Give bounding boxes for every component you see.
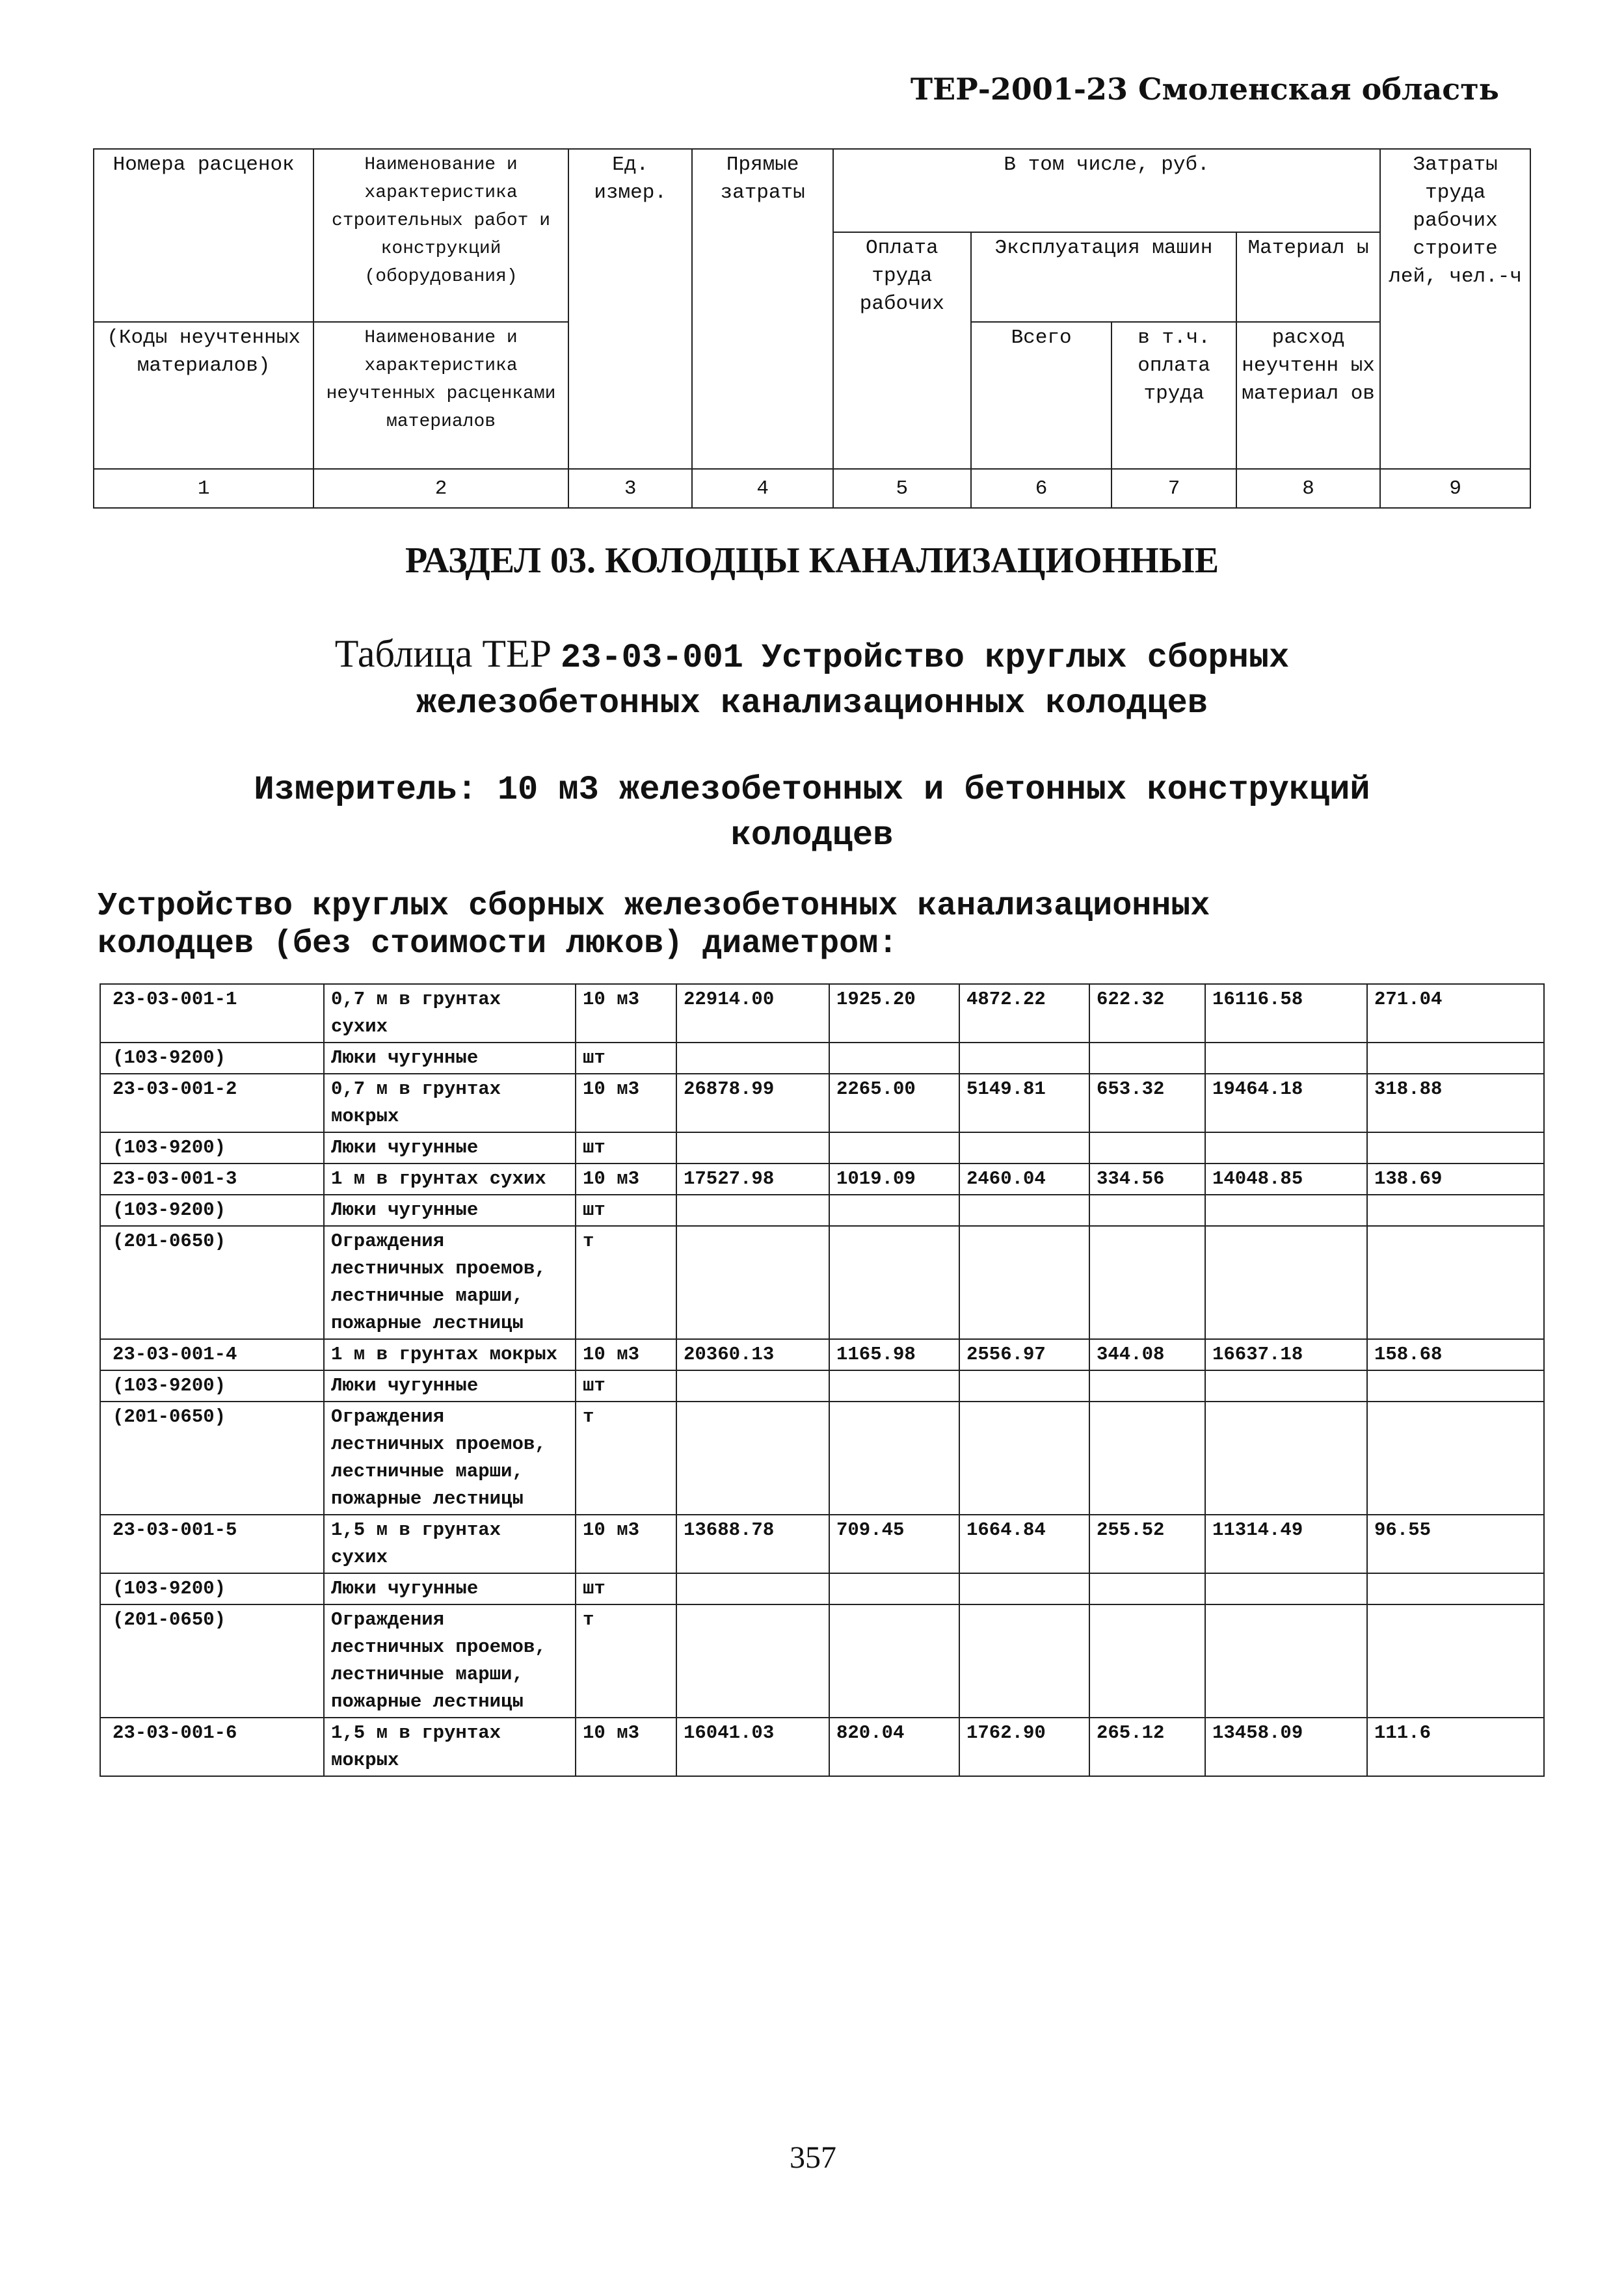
materials-cost-cell (1205, 1604, 1367, 1718)
running-header: ТЕР-2001-23 Смоленская область (910, 72, 1499, 107)
table-row (100, 1604, 1544, 1718)
machines-total-cell: 1664.84 (959, 1515, 1089, 1573)
machines-labor-pay-cell (1089, 1226, 1205, 1339)
machines-labor-pay-cell (1089, 1370, 1205, 1402)
rate-code-cell: (103-9200) (100, 1573, 324, 1604)
labor-hours-cell: 138.69 (1367, 1164, 1544, 1195)
table-row (100, 1515, 1544, 1573)
header-unaccounted-codes: (Коды неучтенных материалов) (94, 322, 313, 469)
machines-total-cell (959, 1402, 1089, 1515)
machines-labor-pay-cell: 344.08 (1089, 1339, 1205, 1370)
direct-costs-cell (676, 1043, 829, 1074)
column-number: 6 (971, 469, 1112, 508)
column-number: 4 (692, 469, 832, 508)
machines-total-cell: 1762.90 (959, 1718, 1089, 1776)
labor-pay-cell (829, 1402, 959, 1515)
rate-code-cell: (103-9200) (100, 1132, 324, 1164)
rate-code-cell: (103-9200) (100, 1370, 324, 1402)
header-machines: Эксплуатация машин (971, 232, 1236, 322)
table-row (100, 1573, 1544, 1604)
labor-hours-cell (1367, 1043, 1544, 1074)
labor-pay-cell: 1165.98 (829, 1339, 959, 1370)
table-row (100, 1718, 1544, 1776)
machines-total-cell (959, 1226, 1089, 1339)
rate-name-cell: 1 м в грунтах сухих (324, 1164, 576, 1195)
header-unaccounted-materials: Наименование и характеристика неучтенных расценками материалов (313, 322, 568, 469)
rate-unit-cell: шт (576, 1573, 676, 1604)
labor-pay-cell: 1925.20 (829, 984, 959, 1043)
header-unit: Ед. измер. (568, 149, 693, 469)
direct-costs-cell (676, 1370, 829, 1402)
rate-unit-cell: 10 м3 (576, 1164, 676, 1195)
measure-line1: Измеритель: 10 м3 железобетонных и бетонных конструкций (254, 771, 1370, 809)
rate-unit-cell: т (576, 1226, 676, 1339)
rate-unit-cell: 10 м3 (576, 1339, 676, 1370)
machines-total-cell (959, 1043, 1089, 1074)
rate-name-cell: Ограждения лестничных проемов, лестничные марши, пожарные лестницы (324, 1226, 576, 1339)
table-row (100, 1074, 1544, 1132)
labor-hours-cell (1367, 1604, 1544, 1718)
rate-unit-cell: 10 м3 (576, 984, 676, 1043)
rate-name-cell: Люки чугунные (324, 1573, 576, 1604)
rate-name-cell: 0,7 м в грунтах мокрых (324, 1074, 576, 1132)
labor-pay-cell (829, 1604, 959, 1718)
machines-labor-pay-cell: 265.12 (1089, 1718, 1205, 1776)
rates-table (100, 983, 1545, 1777)
labor-hours-cell (1367, 1370, 1544, 1402)
machines-labor-pay-cell: 334.56 (1089, 1164, 1205, 1195)
header-labor-pay: Оплата труда рабочих (833, 232, 971, 469)
column-number: 3 (568, 469, 693, 508)
rate-unit-cell: шт (576, 1370, 676, 1402)
labor-hours-cell (1367, 1195, 1544, 1226)
labor-pay-cell: 709.45 (829, 1515, 959, 1573)
rate-code-cell: (201-0650) (100, 1604, 324, 1718)
machines-labor-pay-cell: 255.52 (1089, 1515, 1205, 1573)
table-row (100, 1402, 1544, 1515)
group-heading-line1: Устройство круглых сборных железобетонных канализационных (98, 888, 1210, 925)
machines-total-cell (959, 1573, 1089, 1604)
table-title-name-line1: Устройство круглых сборных (761, 639, 1290, 677)
header-machines-total: Всего (971, 322, 1112, 469)
machines-total-cell: 4872.22 (959, 984, 1089, 1043)
labor-hours-cell: 111.6 (1367, 1718, 1544, 1776)
direct-costs-cell (676, 1402, 829, 1515)
machines-total-cell: 2460.04 (959, 1164, 1089, 1195)
header-labor-hours: Затраты труда рабочих строите лей, чел.-ч (1380, 149, 1530, 469)
column-number: 2 (313, 469, 568, 508)
machines-labor-pay-cell (1089, 1043, 1205, 1074)
rate-name-cell: Люки чугунные (324, 1370, 576, 1402)
materials-cost-cell (1205, 1573, 1367, 1604)
labor-hours-cell (1367, 1226, 1544, 1339)
machines-labor-pay-cell (1089, 1573, 1205, 1604)
rate-name-cell: 0,7 м в грунтах сухих (324, 984, 576, 1043)
labor-hours-cell: 318.88 (1367, 1074, 1544, 1132)
header-rate-numbers: Номера расценок (94, 149, 313, 322)
table-title-code: 23-03-001 (561, 639, 743, 677)
rate-code-cell: 23-03-001-3 (100, 1164, 324, 1195)
direct-costs-cell: 26878.99 (676, 1074, 829, 1132)
materials-cost-cell: 16637.18 (1205, 1339, 1367, 1370)
labor-pay-cell (829, 1226, 959, 1339)
measure-line2: колодцев (730, 816, 894, 855)
header-machines-labor: в т.ч. оплата труда (1112, 322, 1236, 469)
labor-pay-cell: 1019.09 (829, 1164, 959, 1195)
machines-total-cell: 2556.97 (959, 1339, 1089, 1370)
header-work-name: Наименование и характеристика строительных работ и конструкций (оборудования) (313, 149, 568, 322)
table-row (100, 1370, 1544, 1402)
table-row (100, 984, 1544, 1043)
rate-unit-cell: 10 м3 (576, 1515, 676, 1573)
rate-code-cell: 23-03-001-5 (100, 1515, 324, 1573)
materials-cost-cell: 14048.85 (1205, 1164, 1367, 1195)
direct-costs-cell (676, 1195, 829, 1226)
rate-name-cell: Ограждения лестничных проемов, лестничные марши, пожарные лестницы (324, 1604, 576, 1718)
labor-hours-cell (1367, 1132, 1544, 1164)
materials-cost-cell (1205, 1402, 1367, 1515)
materials-cost-cell (1205, 1195, 1367, 1226)
labor-hours-cell (1367, 1573, 1544, 1604)
labor-hours-cell: 271.04 (1367, 984, 1544, 1043)
direct-costs-cell (676, 1226, 829, 1339)
column-number: 7 (1112, 469, 1236, 508)
rate-name-cell: Люки чугунные (324, 1043, 576, 1074)
rate-name-cell: 1,5 м в грунтах сухих (324, 1515, 576, 1573)
rate-code-cell: 23-03-001-6 (100, 1718, 324, 1776)
machines-total-cell (959, 1604, 1089, 1718)
table-title-prefix: Таблица ТЕР (334, 632, 552, 675)
column-number: 5 (833, 469, 971, 508)
labor-pay-cell: 2265.00 (829, 1074, 959, 1132)
header-materials-expense: расход неучтенн ых материал ов (1236, 322, 1380, 469)
column-header-table (93, 148, 1531, 509)
rate-name-cell: 1 м в грунтах мокрых (324, 1339, 576, 1370)
rate-unit-cell: шт (576, 1195, 676, 1226)
machines-labor-pay-cell: 622.32 (1089, 984, 1205, 1043)
direct-costs-cell: 13688.78 (676, 1515, 829, 1573)
machines-labor-pay-cell (1089, 1195, 1205, 1226)
table-row (100, 1132, 1544, 1164)
table-row (100, 1339, 1544, 1370)
materials-cost-cell: 19464.18 (1205, 1074, 1367, 1132)
group-heading-line2: колодцев (без стоимости люков) диаметром: (98, 925, 898, 963)
table-row (100, 1043, 1544, 1074)
header-direct-costs: Прямые затраты (692, 149, 832, 469)
table-row (100, 1164, 1544, 1195)
materials-cost-cell (1205, 1132, 1367, 1164)
materials-cost-cell: 16116.58 (1205, 984, 1367, 1043)
direct-costs-cell: 16041.03 (676, 1718, 829, 1776)
labor-pay-cell (829, 1370, 959, 1402)
rate-name-cell: Ограждения лестничных проемов, лестничные марши, пожарные лестницы (324, 1402, 576, 1515)
direct-costs-cell: 17527.98 (676, 1164, 829, 1195)
rate-code-cell: (201-0650) (100, 1226, 324, 1339)
labor-hours-cell (1367, 1402, 1544, 1515)
group-heading (98, 888, 1554, 963)
direct-costs-cell: 20360.13 (676, 1339, 829, 1370)
labor-pay-cell (829, 1195, 959, 1226)
machines-total-cell (959, 1370, 1089, 1402)
rate-name-cell: Люки чугунные (324, 1132, 576, 1164)
table-row (100, 1195, 1544, 1226)
materials-cost-cell (1205, 1043, 1367, 1074)
header-including: В том числе, руб. (833, 149, 1381, 232)
column-number: 8 (1236, 469, 1380, 508)
materials-cost-cell: 11314.49 (1205, 1515, 1367, 1573)
machines-labor-pay-cell (1089, 1402, 1205, 1515)
rate-unit-cell: т (576, 1402, 676, 1515)
rate-code-cell: 23-03-001-2 (100, 1074, 324, 1132)
rate-code-cell: (103-9200) (100, 1043, 324, 1074)
machines-labor-pay-cell (1089, 1132, 1205, 1164)
rate-code-cell: 23-03-001-1 (100, 984, 324, 1043)
table-title-name-line2: железобетонных канализационных колодцев (416, 684, 1208, 723)
labor-hours-cell: 96.55 (1367, 1515, 1544, 1573)
measure-unit (93, 767, 1531, 858)
labor-pay-cell: 820.04 (829, 1718, 959, 1776)
table-title (93, 631, 1531, 726)
materials-cost-cell: 13458.09 (1205, 1718, 1367, 1776)
machines-total-cell: 5149.81 (959, 1074, 1089, 1132)
direct-costs-cell (676, 1573, 829, 1604)
labor-pay-cell (829, 1132, 959, 1164)
rate-code-cell: (103-9200) (100, 1195, 324, 1226)
rate-unit-cell: т (576, 1604, 676, 1718)
machines-labor-pay-cell: 653.32 (1089, 1074, 1205, 1132)
direct-costs-cell (676, 1604, 829, 1718)
machines-labor-pay-cell (1089, 1604, 1205, 1718)
direct-costs-cell: 22914.00 (676, 984, 829, 1043)
labor-hours-cell: 158.68 (1367, 1339, 1544, 1370)
rate-unit-cell: шт (576, 1132, 676, 1164)
machines-total-cell (959, 1195, 1089, 1226)
section-title: РАЗДЕЛ 03. КОЛОДЦЫ КАНАЛИЗАЦИОННЫЕ (405, 540, 1219, 581)
rate-code-cell: 23-03-001-4 (100, 1339, 324, 1370)
labor-pay-cell (829, 1043, 959, 1074)
direct-costs-cell (676, 1132, 829, 1164)
rate-unit-cell: шт (576, 1043, 676, 1074)
rate-name-cell: 1,5 м в грунтах мокрых (324, 1718, 576, 1776)
header-materials: Материал ы (1236, 232, 1380, 322)
column-number: 9 (1380, 469, 1530, 508)
rate-unit-cell: 10 м3 (576, 1074, 676, 1132)
rate-name-cell: Люки чугунные (324, 1195, 576, 1226)
materials-cost-cell (1205, 1226, 1367, 1339)
rate-unit-cell: 10 м3 (576, 1718, 676, 1776)
table-row (100, 1226, 1544, 1339)
page-number: 357 (790, 2140, 836, 2175)
rate-code-cell: (201-0650) (100, 1402, 324, 1515)
machines-total-cell (959, 1132, 1089, 1164)
labor-pay-cell (829, 1573, 959, 1604)
materials-cost-cell (1205, 1370, 1367, 1402)
column-number: 1 (94, 469, 313, 508)
